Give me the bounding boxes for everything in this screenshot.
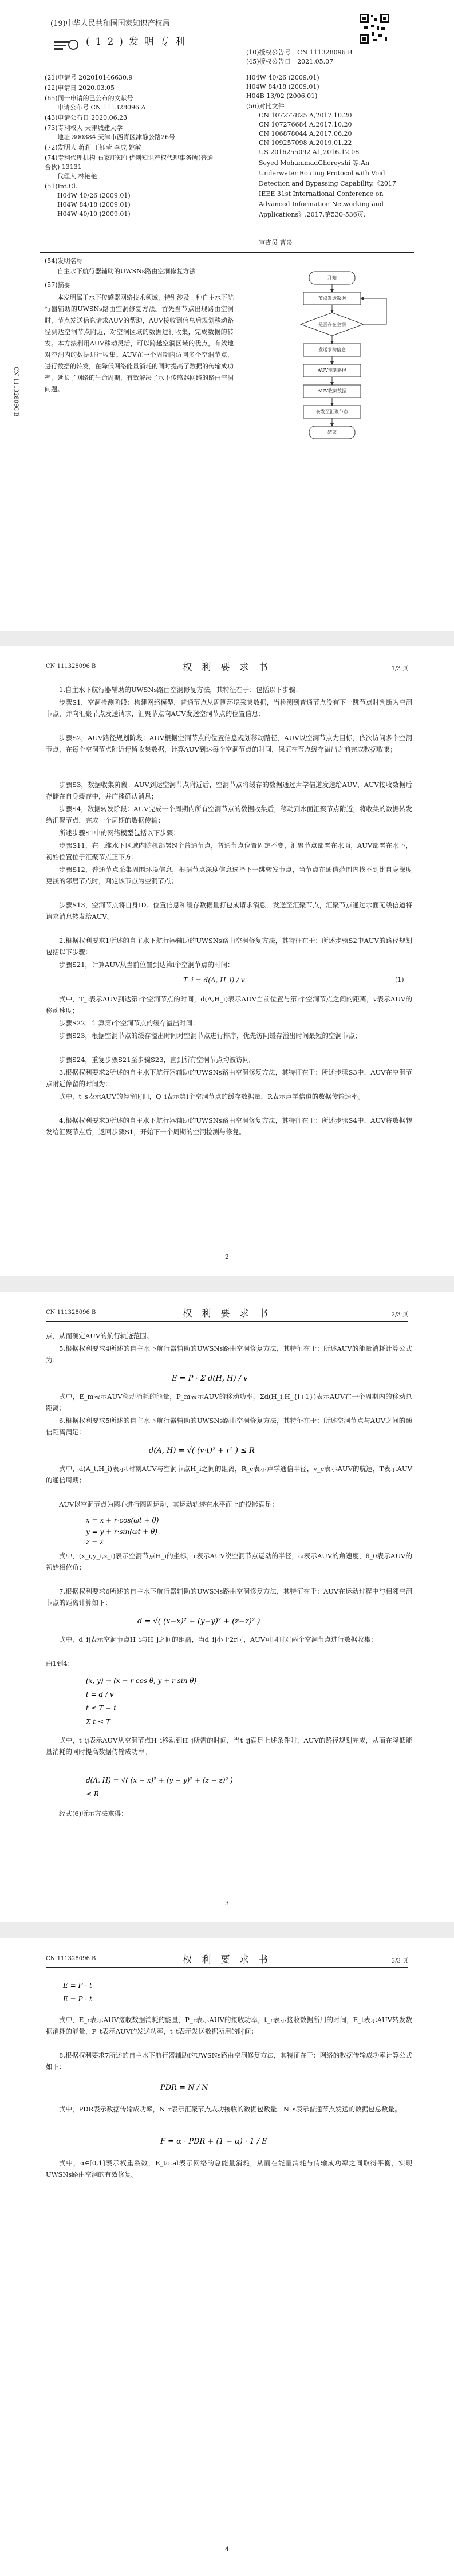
reference-item: US 2016255092 A1,2016.12.08: [259, 148, 360, 156]
reference-item: CN 107277825 A,2017.10.20: [259, 112, 352, 119]
intcl-label: (51)Int.Cl.: [45, 183, 78, 190]
patent-agent: 代理人 林艳艳: [57, 172, 97, 180]
claim-paragraph: 点，从而确定AUV的航行轨迹范围。: [46, 1332, 153, 1340]
examiner: 审查员 曹泉: [259, 239, 293, 246]
equation-block: [80, 1512, 378, 1547]
claim-paragraph: 步骤S23，根据空洞节点的缓存溢出时间对空洞节点进行排序，优先访问缓存溢出时间最短的空洞节点；: [59, 1032, 362, 1040]
flow-step: AUV规划路径: [317, 368, 347, 373]
claim-paragraph: 4.根据权利要求3所述的自主水下航行器辅助的UWSNs路由空洞修复方法，其特征在于：所述步骤S4中，AUV将数据转发给汇聚节点后，返回步骤S1，开始下一个周期的空洞检测与修复。: [46, 1116, 412, 1136]
flow-step: 发送求助信息: [318, 347, 346, 352]
equation-block: [80, 1672, 378, 1729]
pub-date: 2021.05.07: [297, 58, 334, 65]
svg-text:E = P · Σ d(H, H) / v: E = P · Σ d(H, H) / v: [172, 1374, 248, 1383]
svg-text:t = d / v: t = d / v: [86, 1690, 114, 1698]
claim-paragraph: 5.根据权利要求4所述的自主水下航行器辅助的UWSNs路由空洞修复方法，其特征在于：所述AUV的能量消耗计算公式为：: [46, 1344, 412, 1364]
claim-paragraph: 步骤S24，重复步骤S21至步骤S23，直到所有空洞节点均被访问。: [59, 1056, 256, 1064]
flow-step: 是否存在空洞: [318, 322, 346, 327]
claim-paragraph: 所述步骤S1中的网络模型包括以下步骤：: [59, 829, 180, 837]
intcl-item: H04W 40/26 (2009.01): [57, 192, 131, 199]
equation-block: [57, 2075, 401, 2100]
claim-paragraph: 式中，d(A_t,H_i)表示t时刻AUV与空洞节点H_i之间的距离，R_c表示声学通信半径，v_c表示AUV的航速，T表示AUV的通信周期；: [46, 1465, 412, 1484]
claim-paragraph: 由1到4：: [46, 1659, 74, 1667]
header-rule: [46, 1321, 408, 1322]
svg-text:Σ t ≤ T: Σ t ≤ T: [86, 1718, 110, 1726]
patentee: (73)专利权人 天津城建大学: [45, 124, 123, 132]
application-date: (22)申请日 2020.03.05: [45, 84, 115, 92]
page-header-page: 3/3 页: [391, 1958, 408, 1964]
intcl-right-item: H04W 84/18 (2009.01): [246, 83, 319, 91]
prior-publication-date: (43)申请公布日 2020.06.23: [45, 114, 128, 121]
claim-paragraph: 步骤S2，AUV路径规划阶段：AUV根据空洞节点的位置信息规划移动路径，AUV以空洞节点为目标，依次访问多个空洞节点，在每个空洞节点附近停留收集数据，计算AUV到达每个空洞节点的时间，保证在节点缓存溢出之前完成数据收集；: [46, 734, 412, 753]
claim-paragraph: 式中，PDR表示数据传输成功率，N_r表示汇聚节点成功接收的数据包数量，N_s表示普通节点发送的数据包总数量。: [59, 2105, 401, 2113]
claim-paragraph: 7.根据权利要求6所述的自主水下航行器辅助的UWSNs路由空洞修复方法，其特征在于：AUV在运动过程中与相邻空洞节点的距离计算如下：: [46, 1587, 412, 1607]
svg-text:y = y + r·sin(ωt + θ): y = y + r·sin(ωt + θ): [86, 1528, 158, 1536]
page-header-title: 权 利 要 求 书: [183, 1308, 271, 1319]
page-header-number: CN 111328096 B: [46, 663, 96, 670]
office-emblem-icon: [53, 37, 80, 55]
document-type: (12)发明专利: [86, 36, 191, 48]
page-header-title: 权 利 要 求 书: [183, 1954, 271, 1965]
svg-text:x = x + r·cos(ωt + θ): x = x + r·cos(ωt + θ): [86, 1516, 159, 1524]
claim-paragraph: 式中，(x_i,y_i,z_i)表示空洞节点H_i的坐标，r表示AUV绕空洞节点运动的半径，ω表示AUV的角速度，θ_0表示AUV的初始相位角；: [46, 1552, 412, 1571]
svg-text:PDR = N / N: PDR = N / N: [160, 2083, 208, 2092]
pub-no: CN 111328096 B: [297, 49, 353, 56]
page-header-page: 1/3 页: [391, 666, 408, 672]
svg-text:z = z: z = z: [86, 1538, 104, 1546]
side-patent-number: CN 111328096 B: [13, 367, 19, 417]
intcl-right-item: H04B 13/02 (2006.01): [246, 92, 318, 100]
claim-paragraph: 式中，t_s表示AUV的停留时间，Q_i表示第i个空洞节点的缓存数据量，R表示声学信道的数据传输速率。: [59, 1092, 365, 1100]
header-rule: [46, 1967, 408, 1968]
title-label: (54)发明名称: [45, 257, 83, 265]
svg-text:E = P · t: E = P · t: [63, 1995, 92, 2003]
flow-step: 节点发送数据: [318, 296, 346, 301]
svg-text:t ≤ T − t: t ≤ T − t: [86, 1704, 117, 1712]
flow-step: AUV收集数据: [317, 388, 347, 394]
equation-block: [80, 1368, 378, 1387]
claim-paragraph: 步骤S11，在三维水下区域内随机部署N个普通节点，普通节点位置固定不变，汇聚节点部署在水面，AUV部署在水下，初始位置位于汇聚节点正下方；: [46, 841, 412, 861]
equation-1: T_i = d(A, H_i) / v: [183, 976, 245, 984]
equation-block: [57, 1976, 401, 2011]
claim-paragraph: 6.根据权利要求5所述的自主水下航行器辅助的UWSNs路由空洞修复方法，其特征在于：所述空洞节点与AUV之间的通信距离满足：: [46, 1417, 412, 1436]
claim-paragraph: 步骤S4，数据转发阶段：AUV完成一个周期内所有空洞节点的数据收集后，移动到水面汇聚节点附近，将收集的数据转发给汇聚节点，完成一个周期的数据传输；: [46, 805, 412, 824]
equation-number: (1): [395, 976, 404, 984]
claims-page-1: [0, 646, 454, 1276]
flow-step: 开始: [327, 275, 337, 280]
claim-paragraph: 式中，E_r表示AUV接收数据消耗的能量，P_r表示AUV的接收功率，t_r表示接收数据所用的时间，E_t表示AUV转发数据消耗的能量，P_t表示AUV的发送功率，t_t表示发送数据所用的时间；: [46, 2016, 412, 2035]
claim-paragraph: 2.根据权利要求1所述的自主水下航行器辅助的UWSNs路由空洞修复方法，其特征在于：所述步骤S2中AUV的路径规划包括以下步骤：: [46, 937, 412, 956]
reference-item: CN 109257098 A,2019.01.22: [259, 139, 352, 147]
svg-text:E = P · t: E = P · t: [63, 1981, 92, 1989]
office-name: (19)中华人民共和国国家知识产权局: [50, 19, 170, 28]
intcl-item: H04W 84/18 (2009.01): [57, 201, 131, 209]
pub-no-label: (10)授权公告号: [246, 49, 291, 56]
svg-text:d = √( (x−x)² + (y−y)² + (z−z): d = √( (x−x)² + (y−y)² + (z−z)² ): [137, 1617, 260, 1626]
application-number: (21)申请号 202010146630.9: [45, 74, 133, 81]
intcl-item: H04W 40/10 (2009.01): [57, 210, 131, 218]
claim-paragraph: 1.自主水下航行器辅助的UWSNs路由空洞修复方法，其特征在于：包括以下步骤：: [59, 686, 302, 694]
patent-agency: (74)专利代理机构 石家庄知住优创知识产权代理事务所(普通合伙) 13131: [45, 154, 214, 171]
reference-item: CN 107276684 A,2017.10.20: [259, 121, 352, 128]
page-header-number: CN 111328096 B: [46, 1956, 96, 1962]
pub-date-label: (45)授权公告日: [246, 58, 291, 65]
equation-block: [80, 1611, 378, 1630]
prior-publication-number: 申请公布号 CN 111328096 A: [57, 104, 146, 111]
reference-item: Seyed MohammadGhoreyshi 等.An Underwater Routing Protocol with Void Detection and Bypassing Capability.《2017 IEEE 31st International Conference on Advanced Information Networking and Applications》.2017,第530-536页.: [259, 159, 396, 218]
claim-paragraph: 步骤S3，数据收集阶段：AUV到达空洞节点附近后，空洞节点将缓存的数据通过声学信道发送给AUV，AUV接收数据后存储在自身缓存中，并广播确认消息；: [46, 781, 412, 800]
claim-paragraph: AUV以空洞节点为圆心进行圆周运动，其运动轨迹在水平面上的投影满足：: [59, 1500, 278, 1508]
claim-paragraph: 步骤S1，空洞检测阶段：构建网络模型，普通节点从周围环境采集数据，当检测到普通节点没有下一跳节点时判断为空洞节点，并向汇聚节点发送请求，汇聚节点向AUV发送空洞节点的位置信息；: [46, 698, 412, 718]
claim-paragraph: 步骤S13，空洞节点将自身ID、位置信息和缓存数据量打包成请求消息，发送至汇聚节点，汇聚节点通过水面无线信道将请求消息转发给AUV。: [46, 901, 412, 921]
section-rule: [40, 252, 414, 253]
equation-block: [80, 1770, 378, 1804]
claim-paragraph: 式中，t_ij表示AUV从空洞节点H_i移动到H_j所需的时间，当t_ij满足上述条件时，AUV的路径规划完成，从而在降低能量消耗的同时提高数据传输成功率。: [46, 1736, 412, 1756]
equation-block: [80, 1440, 378, 1460]
claim-paragraph: 3.根据权利要求2所述的自主水下航行器辅助的UWSNs路由空洞修复方法，其特征在于：所述步骤S3中，AUV在空洞节点附近停留的时间为：: [46, 1068, 412, 1088]
page-number: 3: [225, 1899, 229, 1907]
reference-item: CN 106878044 A,2017.06.20: [259, 130, 352, 137]
claim-paragraph: 式中，T_i表示AUV到达第i个空洞节点的时间，d(A,H_i)表示AUV当前位置与第i个空洞节点之间的距离，v表示AUV的移动速度；: [46, 995, 412, 1014]
patent-cover-page: [0, 0, 454, 631]
intcl-right-item: H04W 40/26 (2009.01): [246, 74, 319, 81]
svg-text:d(A, H) = √( (v·t)² + r² ) ≤ R: d(A, H) = √( (v·t)² + r² ) ≤ R: [149, 1446, 255, 1455]
claim-paragraph: 经式(6)所示方法求得：: [59, 1810, 128, 1818]
page-number: 2: [225, 1253, 229, 1261]
abstract-label: (57)摘要: [45, 281, 70, 289]
claim-paragraph: 8.根据权利要求7所述的自主水下航行器辅助的UWSNs路由空洞修复方法，其特征在于：网络的数据传输成功率计算公式如下：: [46, 2051, 412, 2071]
equation-block: [57, 2129, 401, 2154]
inventors: (72)发明人 蒋莉 丁钰莹 李成 姚敏: [45, 144, 141, 151]
claim-paragraph: 式中，E_m表示AUV移动消耗的能量，P_m表示AUV的移动功率，Σd(H_i,H_{i+1})表示AUV在一个周期内的移动总距离；: [46, 1393, 412, 1412]
page-header-title: 权 利 要 求 书: [183, 662, 271, 672]
flow-step: 结束: [327, 430, 337, 435]
svg-text:≤ R: ≤ R: [86, 1790, 99, 1798]
abstract-text: 本发明属于水下传感器网络技术领域，特别涉及一种自主水下航行器辅助的UWSNs路由空洞修复方法。首先当节点出现路由空洞时，节点发送信息请求AUV的帮助，AUV接收到信息后规划移动路径到达空洞节点附近，对空洞区域的数据进行收集，完成数据的转发。本方法利用AUV移动灵活，可以跨越空洞区域的优点，有效地对空洞内的数据进行收集。AUV在一个周期内访问多个空洞节点，进行数据的转发，在降低网络能量消耗的同时提高了数据的传输成功率，延长了网络的生命周期，有效解决了水下传感器网络的路由空洞问题。: [45, 294, 234, 393]
qr-code-icon: [358, 13, 390, 45]
svg-text:d(A, H) = √( (x − x)² + (y − y: d(A, H) = √( (x − x)² + (y − y)² + (z − z)² ): [86, 1776, 233, 1784]
claim-paragraph: 步骤S12，普通节点采集周围环境信息，根据节点深度信息选择下一跳转发节点，当节点在通信范围内找不到比自身深度更浅的邻居节点时，判定该节点为空洞节点；: [46, 866, 412, 885]
svg-text:(x, y) → (x + r cos θ, y + r s: (x, y) → (x + r cos θ, y + r sin θ): [86, 1677, 197, 1685]
page-header-page: 2/3 页: [391, 1312, 408, 1318]
page-number: 4: [225, 2546, 229, 2553]
claims-page-3: [0, 1938, 454, 2576]
abstract-figure: [255, 269, 409, 441]
claim-paragraph: 步骤S21，计算AUV从当前位置到达第i个空洞节点的时间：: [59, 961, 234, 969]
prior-publication-label: (65)同一申请的已公布的文献号: [45, 95, 133, 102]
flow-step: 转发至汇聚节点: [316, 409, 348, 414]
patentee-address: 地址 300384 天津市西青区津静公路26号: [57, 133, 175, 141]
page-header-number: CN 111328096 B: [46, 1309, 96, 1316]
claim-paragraph: 式中，d_ij表示空洞节点H_i与H_j之间的距离，当d_ij小于2r时，AUV可同时对两个空洞节点进行数据收集；: [59, 1635, 377, 1643]
claims-page-2: [0, 1292, 454, 1922]
invention-title: 自主水下航行器辅助的UWSNs路由空洞修复方法: [57, 268, 196, 275]
references-label: (56)对比文件: [246, 103, 285, 110]
svg-text:F = α · PDR + (1 − α) · 1 / E: F = α · PDR + (1 − α) · 1 / E: [160, 2137, 267, 2146]
claim-paragraph: 式中，α∈[0,1]表示权重系数，E_total表示网络的总能量消耗，从而在能量消耗与传输成功率之间取得平衡，实现UWSNs路由空洞的有效修复。: [46, 2159, 412, 2178]
claim-paragraph: 步骤S22，计算第i个空洞节点的缓存溢出时间：: [59, 1019, 199, 1027]
